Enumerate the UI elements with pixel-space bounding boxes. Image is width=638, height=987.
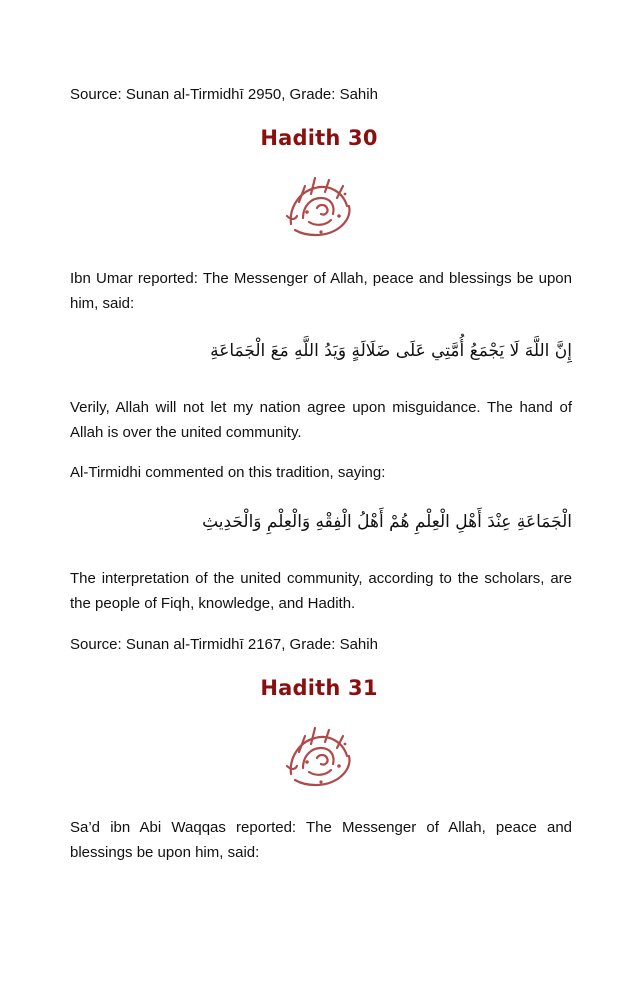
hadith-30-title: Hadith 30: [260, 126, 378, 150]
hadith-30-intro: Ibn Umar reported: The Messenger of Allah, peace and blessings be upon him, said:: [70, 270, 572, 312]
hadith-31-title: Hadith 31: [260, 676, 378, 700]
source-citation-2: Source: Sunan al-Tirmidhī 2167, Grade: Sahih: [70, 636, 378, 653]
hadith-31-intro: Sa’d ibn Abi Waqqas reported: The Messenger of Allah, peace and blessings be upon him, said:: [70, 819, 572, 861]
commentary-arabic: الْجَمَاعَةِ عِنْدَ أَهْلِ الْعِلْمِ هُمْ أَهْلُ الْفِقْهِ وَالْعِلْمِ وَالْحَدِيثِ: [202, 512, 572, 532]
hadith-30-translation: Verily, Allah will not let my nation agree upon misguidance. The hand of Allah is over the united community.: [70, 399, 572, 441]
calligraphy-seal-icon: [281, 172, 357, 242]
hadith-30-arabic: إِنَّ اللَّهَ لَا يَجْمَعُ أُمَّتِي عَلَى ضَلَالَةٍ وَيَدُ اللَّهِ مَعَ الْجَمَاعَةِ: [210, 341, 572, 361]
source-citation-1: Source: Sunan al-Tirmidhī 2950, Grade: Sahih: [70, 86, 378, 103]
calligraphy-seal-icon: [281, 722, 357, 792]
commentary-intro: Al-Tirmidhi commented on this tradition, saying:: [70, 464, 386, 481]
commentary-translation: The interpretation of the united community, according to the scholars, are the people of Fiqh, knowledge, and Hadith.: [70, 570, 572, 612]
